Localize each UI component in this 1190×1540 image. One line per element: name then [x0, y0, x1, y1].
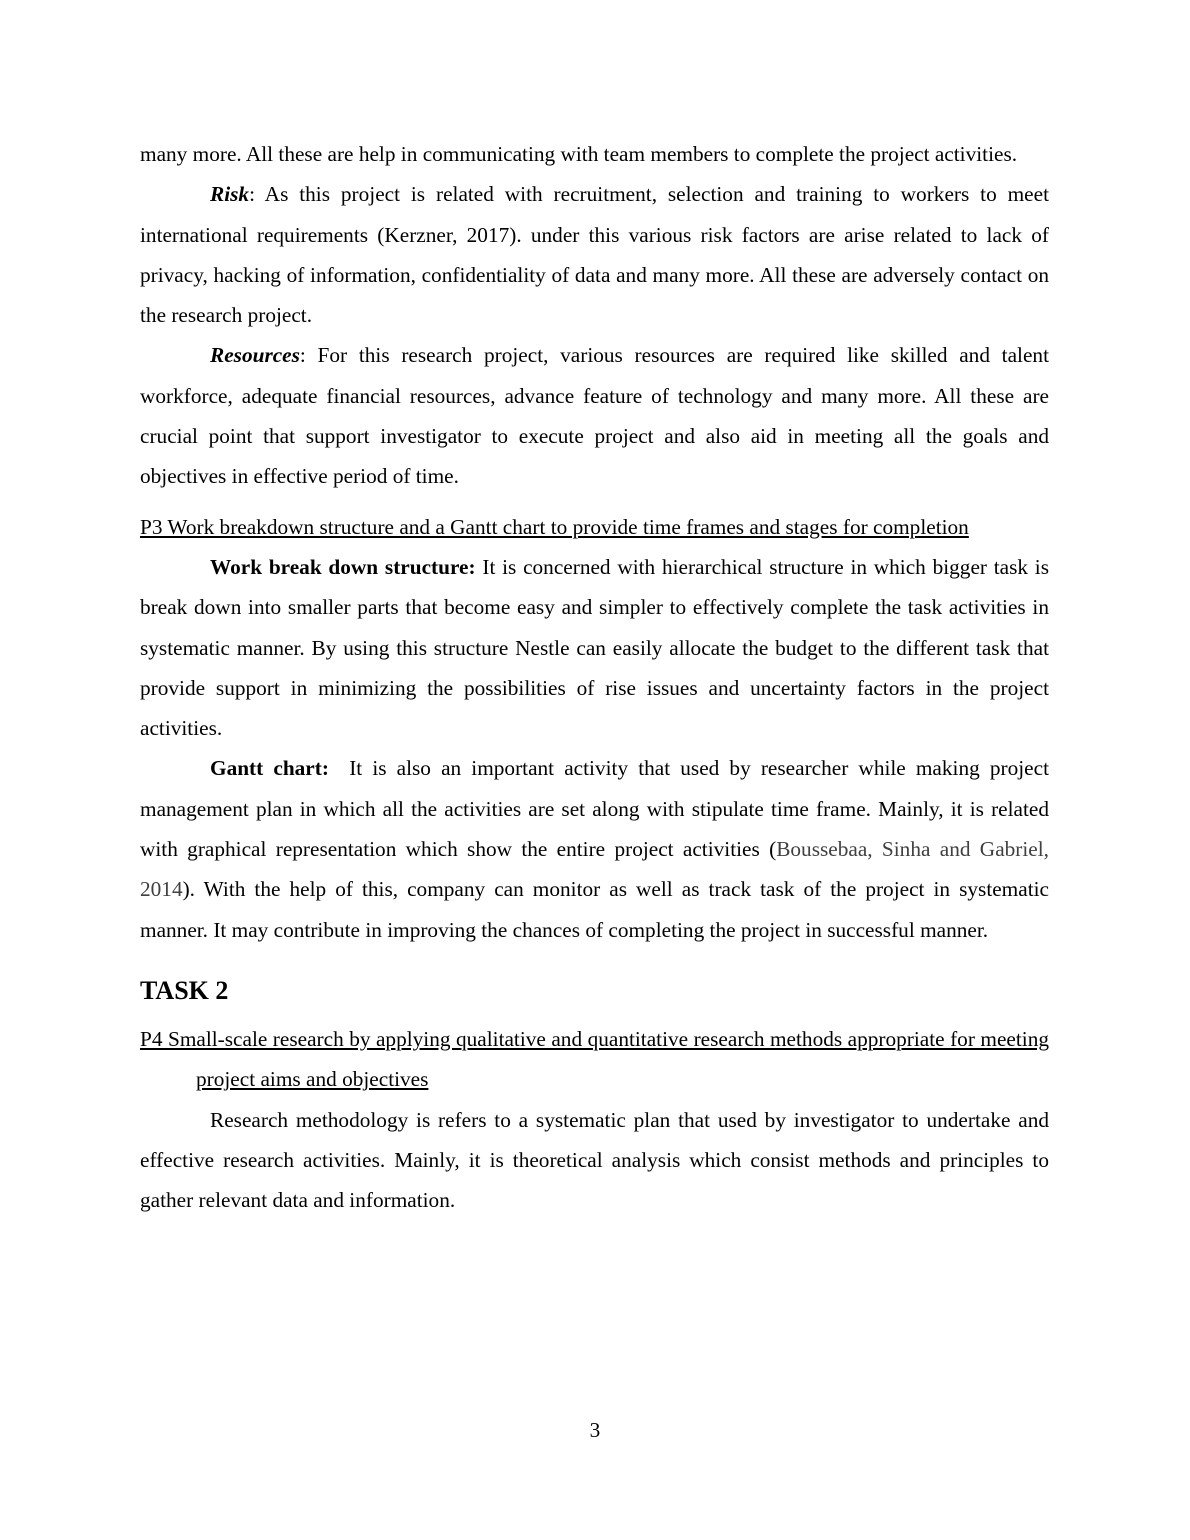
intro-paragraph: many more. All these are help in communicating with team members to complete the project activities. [140, 142, 1018, 166]
risk-label: Risk [210, 182, 250, 207]
research-methodology-paragraph: Research methodology is refers to a systematic plan that used by investigator to undertake and effective research activities. Mainly, it is theoretical analysis which consist methods and principles to gather relevant data and information. [140, 1107, 1049, 1213]
gantt-label: Gantt chart: [210, 756, 329, 781]
wbs-label: Work break down structure: [210, 554, 476, 579]
page-content [140, 134, 1055, 1220]
wbs-paragraph [140, 547, 1049, 748]
resources-text: : For this research project, various resources are required like skilled and talent workforce, adequate financial resources, advance feature of technology and many more. All these are crucial point that support investigator to execute project and also aid in meeting all the goals and objectives in effective period of time. [140, 343, 1049, 489]
wbs-text: It is concerned with hierarchical structure in which bigger task is break down into smaller parts that become easy and simpler to effectively complete the task activities in systematic manner. By using this structure Nestle can easily allocate the budget to the different task that provide support in minimizing the possibilities of rise issues and uncertainty factors in the project activities. [140, 554, 1050, 741]
resources-label: Resources [210, 343, 300, 368]
page-number: 3 [589, 1418, 601, 1442]
task-heading: TASK 2 [140, 975, 229, 1005]
resources-paragraph [140, 335, 1049, 496]
risk-text: : As this project is related with recruitment, selection and training to workers to meet international requirements (Kerzner, 2017). under this various risk factors are arise related to lack of privacy, hacking of information, confidentiality of data and many more. All these are adversely contact on the research project. [140, 182, 1049, 328]
p3-heading: P3 Work breakdown structure and a Gantt chart to provide time frames and stages for completion [140, 514, 969, 539]
gantt-paragraph [140, 748, 1055, 949]
risk-paragraph [140, 174, 1049, 335]
gantt-text-before: It is also an important activity that used by researcher while making project management plan in which all the activities are set along with stipulate time frame. Mainly, it is related with graphical representation which show the entire project activities ( [140, 756, 1055, 862]
p4-heading: P4 Small-scale research by applying qualitative and quantitative research methods appropriate for meeting project aims and objectives [140, 1026, 1049, 1092]
gantt-citation: Boussebaa, Sinha and Gabriel, 2014 [140, 837, 1049, 902]
gantt-text-after: ). With the help of this, company can monitor as well as track task of the project in systematic manner. It may contribute in improving the chances of completing the project in successful manner. [140, 877, 1049, 942]
